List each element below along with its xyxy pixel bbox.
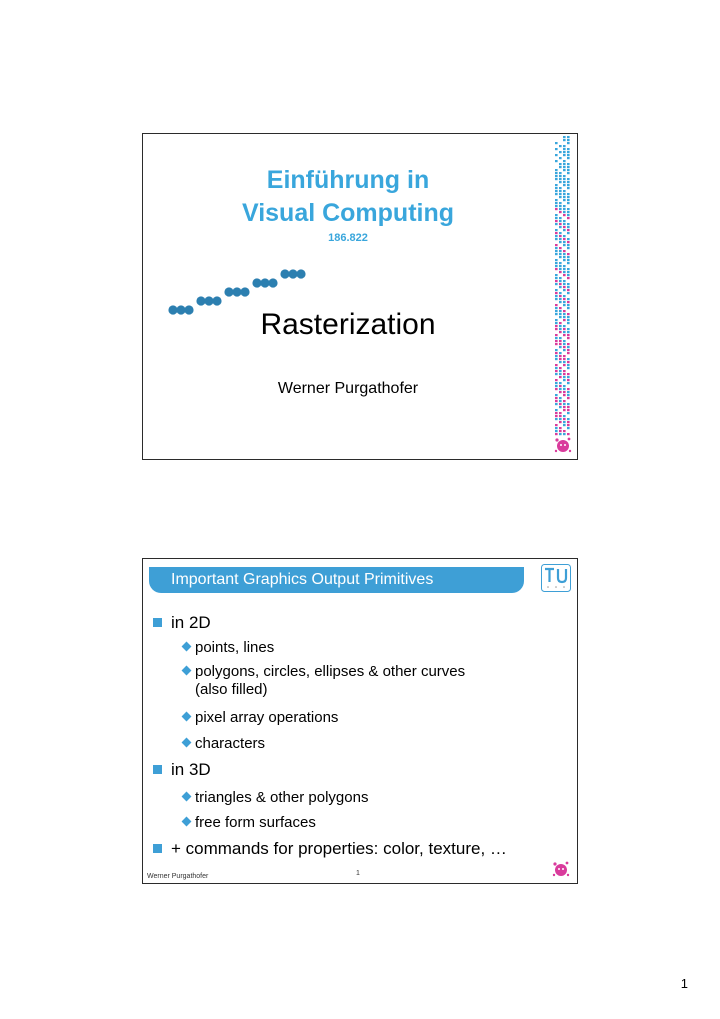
course-title-line2: Visual Computing (241, 199, 455, 227)
diamond-bullet-icon (182, 817, 192, 827)
list-item-text: (also filled) (195, 681, 268, 698)
list-item-text: triangles & other polygons (195, 789, 369, 806)
list-item (171, 613, 211, 633)
list-item (195, 735, 265, 752)
tu-logo-icon (541, 564, 571, 592)
splat-logo-icon (553, 435, 573, 455)
author-name: Werner Purgathofer (277, 380, 419, 397)
decorative-pixel-bar (555, 136, 571, 436)
diamond-bullet-icon (182, 642, 192, 652)
list-item (171, 760, 211, 780)
diamond-bullet-icon (182, 792, 192, 802)
lecture-title: Rasterization (260, 308, 436, 341)
slide-header-title: Important Graphics Output Primitives (171, 571, 434, 588)
square-bullet-icon (153, 765, 162, 774)
list-item-text: + commands for properties: color, texture, … (171, 839, 507, 858)
list-item-text: characters (195, 735, 266, 752)
content-slide (142, 558, 578, 884)
slide-number: 1 (356, 870, 360, 877)
diamond-bullet-icon (182, 712, 192, 722)
course-title-block (143, 164, 553, 244)
list-item-text: polygons, circles, ellipses & other curves (195, 663, 466, 680)
list-item-text: points, lines (195, 639, 275, 656)
list-item (195, 814, 316, 831)
slide-header-bar (149, 567, 524, 593)
course-title-line1: Einführung in (266, 166, 430, 194)
list-item-text: in 3D (171, 760, 211, 779)
list-item-text: in 2D (171, 613, 211, 632)
document-page-number: 1 (680, 976, 688, 991)
list-item (195, 789, 368, 806)
list-item-text: pixel array operations (195, 709, 339, 726)
square-bullet-icon (153, 618, 162, 627)
slide-footer-author: Werner Purgathofer (147, 873, 209, 880)
splat-logo-icon (551, 859, 571, 879)
title-slide (142, 133, 578, 460)
list-item (195, 639, 274, 656)
list-item (195, 709, 338, 726)
diamond-bullet-icon (182, 666, 192, 676)
square-bullet-icon (153, 844, 162, 853)
list-item (195, 663, 465, 680)
list-item (171, 839, 507, 859)
diamond-bullet-icon (182, 738, 192, 748)
course-number: 186.822 (328, 232, 368, 244)
list-item-continuation (195, 681, 268, 698)
list-item-text: free form surfaces (195, 814, 316, 831)
